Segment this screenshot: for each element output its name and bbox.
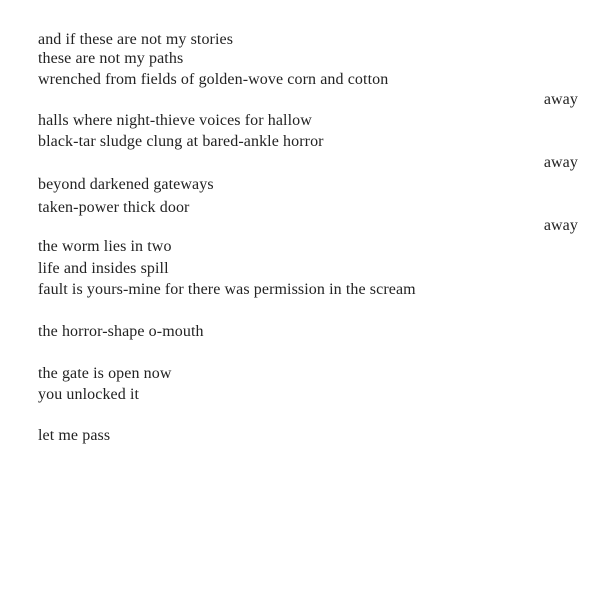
poem-line: fault is yours-mine for there was permission in the scream [38,281,416,298]
poem-line: wrenched from fields of golden-wove corn and cotton [38,71,389,88]
poem-line-away: away [543,217,578,234]
poem-line-away: away [543,91,578,108]
poem-line: black-tar sludge clung at bared-ankle horror [38,133,324,150]
poem-line: taken-power thick door [38,199,190,216]
poem-line: halls where night-thieve voices for hallow [38,112,312,129]
poem-line: the gate is open now [38,365,172,382]
poem-line: beyond darkened gateways [38,176,214,193]
poem-line: you unlocked it [38,386,140,403]
poem-line: and if these are not my stories [38,31,234,48]
poem-line: the horror-shape o-mouth [38,323,204,340]
poem-line: life and insides spill [38,260,169,277]
poem-line: let me pass [38,427,111,444]
poem-line: these are not my paths [38,50,184,67]
poem-line: the worm lies in two [38,238,172,255]
poem-line-away: away [543,154,578,171]
